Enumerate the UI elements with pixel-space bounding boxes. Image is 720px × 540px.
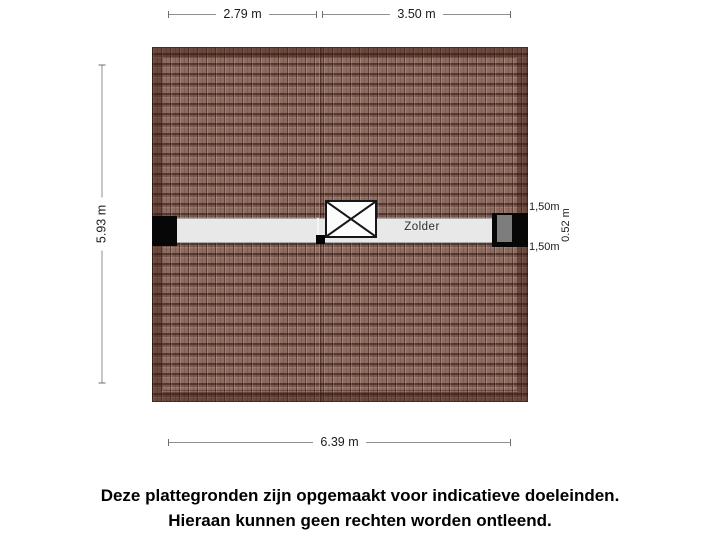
- wall-block-left: [152, 216, 177, 246]
- roof-plan: [152, 47, 528, 402]
- dimension-left: [94, 65, 110, 384]
- dimension-line: [366, 442, 510, 443]
- dimension-line: [169, 14, 216, 15]
- dimension-tick: [98, 383, 105, 384]
- dimension-tick: [510, 439, 511, 446]
- dimension-top-right: [322, 6, 511, 22]
- room-label: Zolder: [404, 221, 440, 233]
- dimension-line: [101, 66, 102, 198]
- dimension-line: [101, 250, 102, 382]
- dimension-line: [269, 14, 316, 15]
- dimension-top-left: [168, 6, 317, 22]
- disclaimer-text: [0, 483, 720, 533]
- dimension-tick: [510, 11, 511, 18]
- wall-post: [316, 235, 325, 244]
- dimension-left-label: 5.93 m: [94, 204, 109, 244]
- dimension-tick: [98, 65, 105, 66]
- staircase-cross-icon: [327, 202, 375, 236]
- chimney-block: [497, 215, 512, 242]
- label-right-vertical: 0.52 m: [560, 208, 572, 242]
- dimension-top-left-label: 2.79 m: [223, 7, 262, 21]
- wall-gap: [317, 218, 319, 236]
- dimension-line: [169, 442, 313, 443]
- dimension-line: [323, 14, 390, 15]
- staircase-symbol: [325, 200, 377, 238]
- dimension-line: [443, 14, 510, 15]
- dimension-tick: [316, 11, 317, 18]
- label-right-bottom: 1,50m: [529, 241, 560, 253]
- dimension-top-right-label: 3.50 m: [397, 7, 436, 21]
- dimension-bottom-label: 6.39 m: [320, 435, 359, 449]
- disclaimer-line-2: Hieraan kunnen geen rechten worden ontleend.: [168, 511, 552, 530]
- disclaimer-line-1: Deze plattegronden zijn opgemaakt voor indicatieve doeleinden.: [100, 486, 620, 505]
- dimension-bottom: [168, 434, 511, 450]
- label-right-top: 1,50m: [529, 201, 560, 213]
